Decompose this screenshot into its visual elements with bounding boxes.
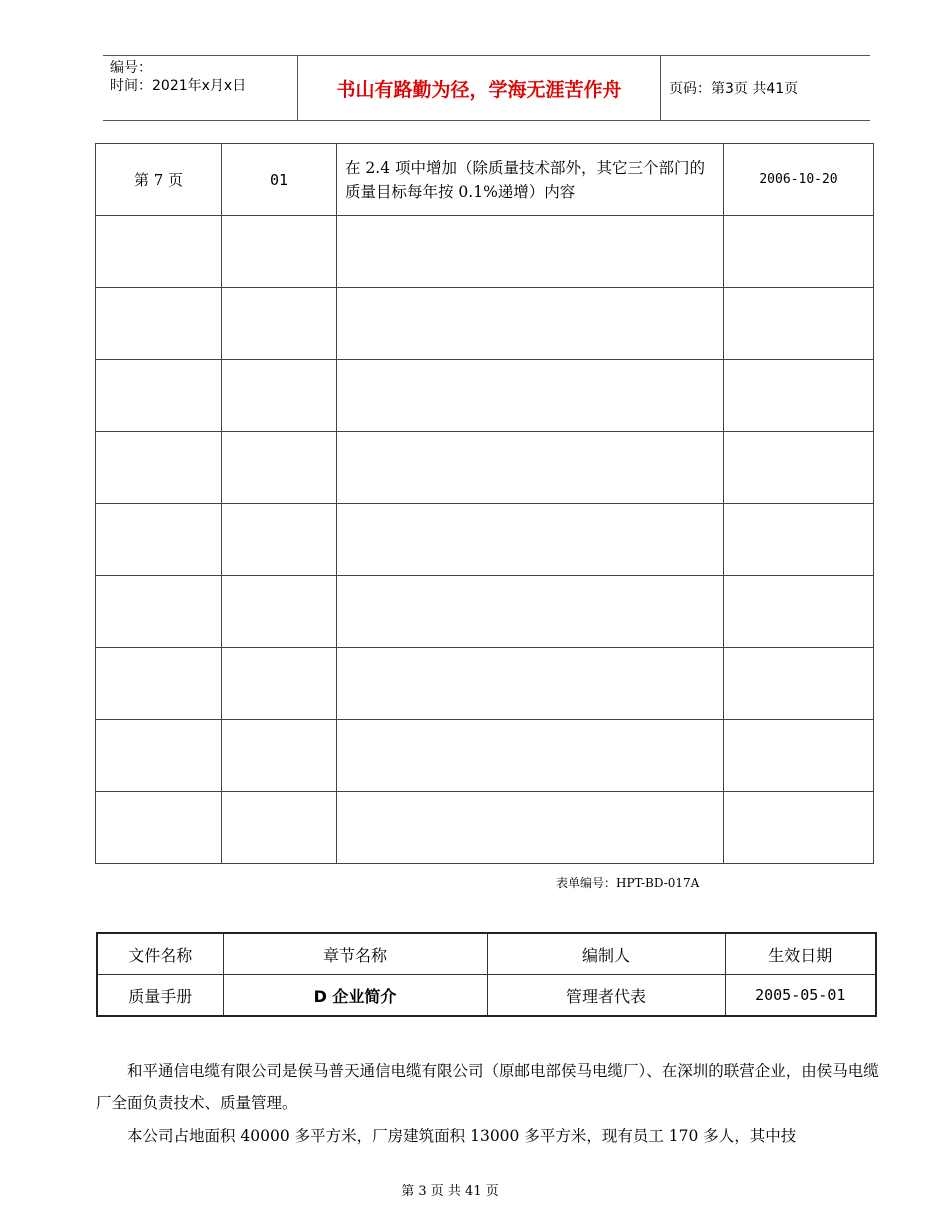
info-chapter-name: D 企业简介 (223, 975, 487, 1017)
rev-code-cell (222, 288, 337, 360)
table-row (96, 360, 874, 432)
rev-page-cell (96, 648, 222, 720)
rev-page-cell (96, 288, 222, 360)
rev-date-cell (724, 648, 874, 720)
rev-date-cell (724, 792, 874, 864)
info-header-row (97, 933, 876, 975)
rev-code-cell (222, 720, 337, 792)
rev-code-cell (222, 216, 337, 288)
rev-content-cell (337, 216, 724, 288)
document-time-label: 时间：2021年x月x日 (110, 78, 247, 94)
info-author: 管理者代表 (487, 975, 725, 1017)
rev-content-cell (337, 576, 724, 648)
page-footer: 第 3 页 共 41 页 (401, 1184, 499, 1199)
rev-page-cell (96, 792, 222, 864)
rev-code-cell (222, 576, 337, 648)
info-value-row (97, 975, 876, 1017)
header-page-label: 页码：第3页 共41页 (669, 81, 799, 97)
revision-table (95, 143, 874, 864)
info-header-cell: 编制人 (487, 933, 725, 975)
table-row (96, 144, 874, 216)
rev-page-cell (96, 360, 222, 432)
rev-date-cell (724, 216, 874, 288)
rev-content-cell (337, 648, 724, 720)
rev-page-cell (96, 216, 222, 288)
table-row (96, 288, 874, 360)
body-paragraph: 和平通信电缆有限公司是侯马普天通信电缆有限公司（原邮电部侯马电缆厂）、在深圳的联营企业，由侯马电缆厂全面负责技术、质量管理。 (96, 1062, 879, 1112)
header-meta (103, 56, 297, 120)
form-number: 表单编号：HPT-BD-017A (556, 876, 700, 890)
rev-content-cell: 在 2.4 项中增加（除质量技术部外，其它三个部门的质量目标每年按 0.1%递增）内容 (337, 144, 724, 216)
info-header-cell: 章节名称 (223, 933, 487, 975)
rev-code-cell (222, 504, 337, 576)
rev-date-cell (724, 576, 874, 648)
table-row (96, 792, 874, 864)
rev-content-cell (337, 360, 724, 432)
rev-code-cell (222, 792, 337, 864)
table-row (96, 720, 874, 792)
table-row (96, 432, 874, 504)
rev-date-cell (724, 360, 874, 432)
info-file-name: 质量手册 (97, 975, 223, 1017)
rev-content-cell (337, 720, 724, 792)
rev-content-cell (337, 432, 724, 504)
rev-date-cell (724, 288, 874, 360)
rev-page-cell: 第 7 页 (96, 144, 222, 216)
rev-page-cell (96, 504, 222, 576)
rev-code-cell (222, 432, 337, 504)
document-number-label: 编号： (110, 60, 152, 76)
rev-content-cell (337, 792, 724, 864)
rev-page-cell (96, 720, 222, 792)
document-info-table (96, 932, 877, 1017)
rev-content-cell (337, 504, 724, 576)
rev-date-cell (724, 720, 874, 792)
table-row (96, 648, 874, 720)
rev-code-cell (222, 648, 337, 720)
info-effective-date: 2005-05-01 (725, 975, 876, 1017)
rev-code-cell (222, 360, 337, 432)
page-header (103, 55, 870, 121)
rev-page-cell (96, 576, 222, 648)
rev-page-cell (96, 432, 222, 504)
info-header-cell: 生效日期 (725, 933, 876, 975)
table-row (96, 504, 874, 576)
body-paragraph: 本公司占地面积 40000 多平方米，厂房建筑面积 13000 多平方米，现有员工 170 多人，其中技 (127, 1127, 797, 1145)
rev-content-cell (337, 288, 724, 360)
info-header-cell: 文件名称 (97, 933, 223, 975)
rev-date-cell: 2006-10-20 (724, 144, 874, 216)
table-row (96, 216, 874, 288)
rev-code-cell: 01 (222, 144, 337, 216)
header-motto: 书山有路勤为径，学海无涯苦作舟 (297, 56, 661, 120)
table-row (96, 576, 874, 648)
rev-date-cell (724, 504, 874, 576)
rev-date-cell (724, 432, 874, 504)
